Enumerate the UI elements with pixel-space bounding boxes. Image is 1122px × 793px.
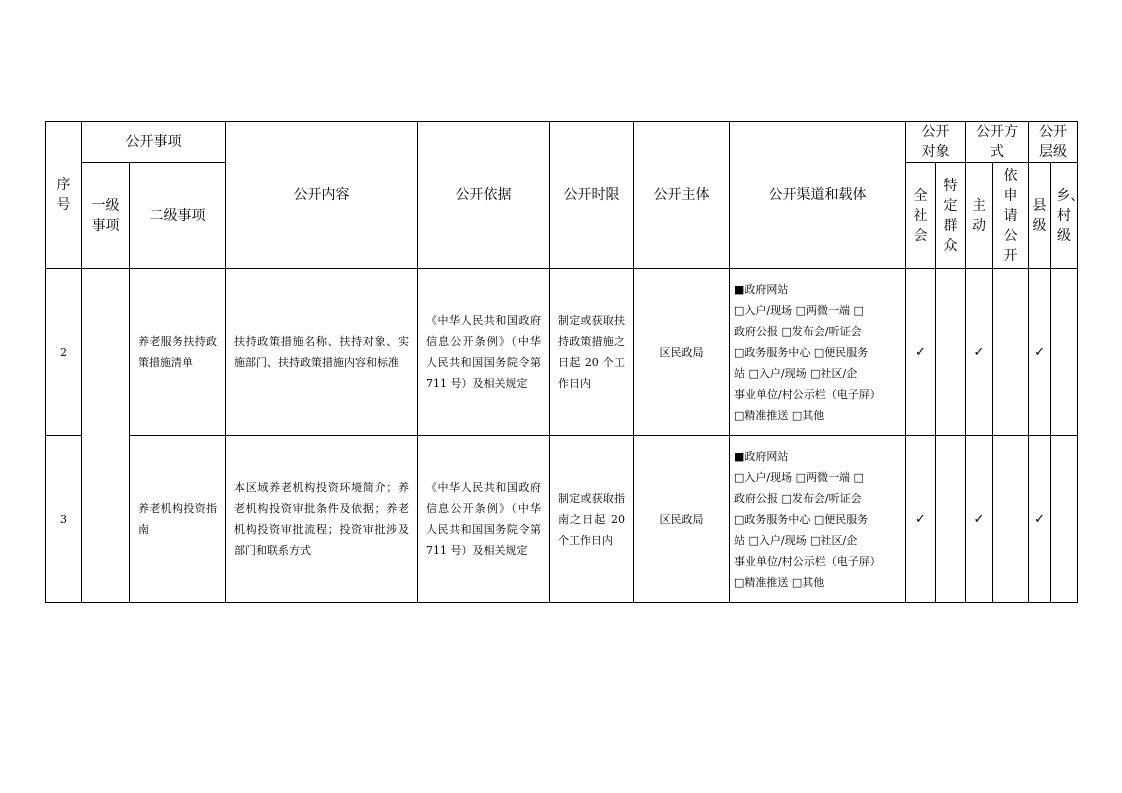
channel-line: ■政府网站	[734, 449, 789, 463]
channel-line: 事业单位/村公示栏（电子屏）	[734, 387, 881, 401]
row-subject: 区民政局	[634, 436, 730, 603]
header-target-all: 全社会	[906, 163, 936, 269]
row-time-limit: 制定或获取扶持政策措施之日起 20 个工作日内	[550, 269, 634, 436]
channel-line: 站 □入户/现场 □社区/企	[734, 533, 858, 547]
header-method-active: 主动	[966, 163, 993, 269]
channel-line: 政府公报 □发布会/听证会	[734, 491, 862, 505]
header-seq: 序号	[46, 122, 82, 269]
header-target-specific: 特定群众	[936, 163, 966, 269]
header-level-group: 公开层级	[1029, 122, 1078, 163]
header-row-1	[46, 122, 1078, 163]
header-level2: 二级事项	[130, 163, 226, 269]
check-method-active: ✓	[966, 269, 993, 436]
channel-line: 事业单位/村公示栏（电子屏）	[734, 554, 881, 568]
check-method-request	[993, 269, 1029, 436]
disclosure-table	[45, 121, 1085, 603]
header-time-limit: 公开时限	[550, 122, 634, 269]
table-row	[46, 269, 1078, 436]
header-basis: 公开依据	[418, 122, 550, 269]
row-time-limit: 制定或获取指南之日起 20 个工作日内	[550, 436, 634, 603]
check-level-town	[1051, 436, 1078, 603]
channel-line: □精准推送 □其他	[734, 408, 825, 422]
header-level-county: 县级	[1029, 163, 1051, 269]
row-channel	[730, 269, 906, 436]
check-method-active: ✓	[966, 436, 993, 603]
row-channel	[730, 436, 906, 603]
header-channel: 公开渠道和载体	[730, 122, 906, 269]
header-content: 公开内容	[226, 122, 418, 269]
channel-line: 站 □入户/现场 □社区/企	[734, 366, 858, 380]
channel-line: □精准推送 □其他	[734, 575, 825, 589]
check-level-town	[1051, 269, 1078, 436]
row-seq: 3	[46, 436, 82, 603]
header-target-group: 公开对象	[906, 122, 966, 163]
channel-line: □政务服务中心 □便民服务	[734, 512, 869, 526]
header-level-town: 乡、村级	[1051, 163, 1078, 269]
header-items-group: 公开事项	[82, 122, 226, 163]
row-level2: 养老服务扶持政策措施清单	[130, 269, 226, 436]
header-subject: 公开主体	[634, 122, 730, 269]
check-target-all: ✓	[906, 269, 936, 436]
channel-line: □入户/现场 □两微一端 □	[734, 470, 864, 484]
check-target-specific	[936, 269, 966, 436]
channel-line: ■政府网站	[734, 282, 789, 296]
row-content: 扶持政策措施名称、扶持对象、实施部门、扶持政策措施内容和标准	[226, 269, 418, 436]
check-target-all: ✓	[906, 436, 936, 603]
check-method-request	[993, 436, 1029, 603]
row-seq: 2	[46, 269, 82, 436]
row-subject: 区民政局	[634, 269, 730, 436]
check-target-specific	[936, 436, 966, 603]
row-content: 本区域养老机构投资环境简介；养老机构投资审批条件及依据；养老机构投资审批流程；投资审批涉及部门和联系方式	[226, 436, 418, 603]
header-level1: 一级事项	[82, 163, 130, 269]
channel-line: □入户/现场 □两微一端 □	[734, 303, 864, 317]
check-level-county: ✓	[1029, 436, 1051, 603]
row-basis: 《中华人民共和国政府信息公开条例》（中华人民共和国国务院令第 711 号）及相关规定	[418, 269, 550, 436]
table-row	[46, 436, 1078, 603]
channel-line: □政务服务中心 □便民服务	[734, 345, 869, 359]
header-method-group: 公开方式	[966, 122, 1029, 163]
row-level2: 养老机构投资指南	[130, 436, 226, 603]
channel-line: 政府公报 □发布会/听证会	[734, 324, 862, 338]
header-method-request: 依申请公开	[993, 163, 1029, 269]
row-basis: 《中华人民共和国政府信息公开条例》（中华人民共和国国务院令第 711 号）及相关规定	[418, 436, 550, 603]
check-level-county: ✓	[1029, 269, 1051, 436]
row-level1-merged	[82, 269, 130, 603]
